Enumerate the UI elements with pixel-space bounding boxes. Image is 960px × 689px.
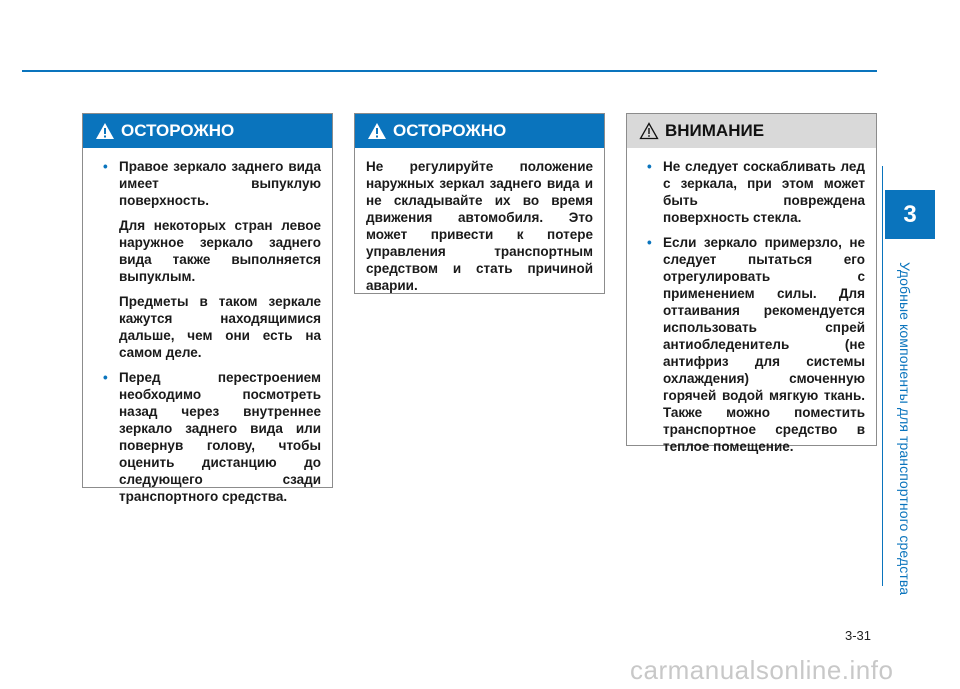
caution-body: [355, 148, 604, 304]
list-item: • Если зеркало примерзло, не следует пытаться его отрегулировать с применением силы. Для оттаивания рекомендуется использовать спрей антиобледенитель (не антифриз для системы охлаждения) смоченную горячей водой мягкую ткань. Также можно поместить транспортное средство в теплое помещение.: [647, 234, 865, 455]
caution-box-mirror-adjust: [354, 113, 605, 294]
notice-box-mirror-ice: [626, 113, 877, 454]
caution-title: ОСТОРОЖНО: [393, 121, 507, 140]
page-number: 3-31: [845, 628, 872, 643]
list-item: • Правое зеркало заднего вида имеет выпуклую поверхность.: [103, 158, 321, 209]
list-item: Предметы в таком зеркале кажутся находящимися дальше, чем они есть на самом деле.: [119, 294, 321, 360]
notice-title: ВНИМАНИЕ: [665, 121, 765, 140]
caution-text: Не регулируйте положение наружных зеркал заднего вида и не складывайте их во время движения автомобиля. Это может привести к потере управления транспортным средством и стать причиной аварии.: [366, 159, 593, 293]
warning-triangle-icon: [95, 122, 115, 140]
caution-box-mirror-convex: [82, 113, 333, 504]
caution-header: [355, 114, 604, 148]
list-item: • Не следует соскабливать лед с зеркала, при этом может быть повреждена поверхность стекла.: [647, 158, 865, 226]
warning-triangle-icon: [367, 122, 387, 140]
notice-body: [627, 148, 876, 465]
watermark: carmanualsonline.info: [630, 655, 894, 685]
list-item: Для некоторых стран левое наружное зеркало заднего вида также выполняется выпуклым.: [119, 218, 321, 284]
chapter-title: Удобные компоненты для транспортного средства: [897, 262, 913, 596]
caution-header: [83, 114, 332, 148]
chapter-side-line: [882, 166, 883, 586]
list-item: • Перед перестроением необходимо посмотреть назад через внутреннее зеркало заднего вида или повернув голову, чтобы оценить дистанцию до следующего сзади транспортного средства.: [103, 369, 321, 505]
chapter-number-tab: 3: [885, 190, 935, 239]
caution-body: [83, 148, 332, 515]
caution-title: ОСТОРОЖНО: [121, 121, 235, 140]
notice-header: [627, 114, 876, 148]
notice-triangle-icon: [639, 122, 659, 140]
top-rule: [22, 70, 877, 72]
